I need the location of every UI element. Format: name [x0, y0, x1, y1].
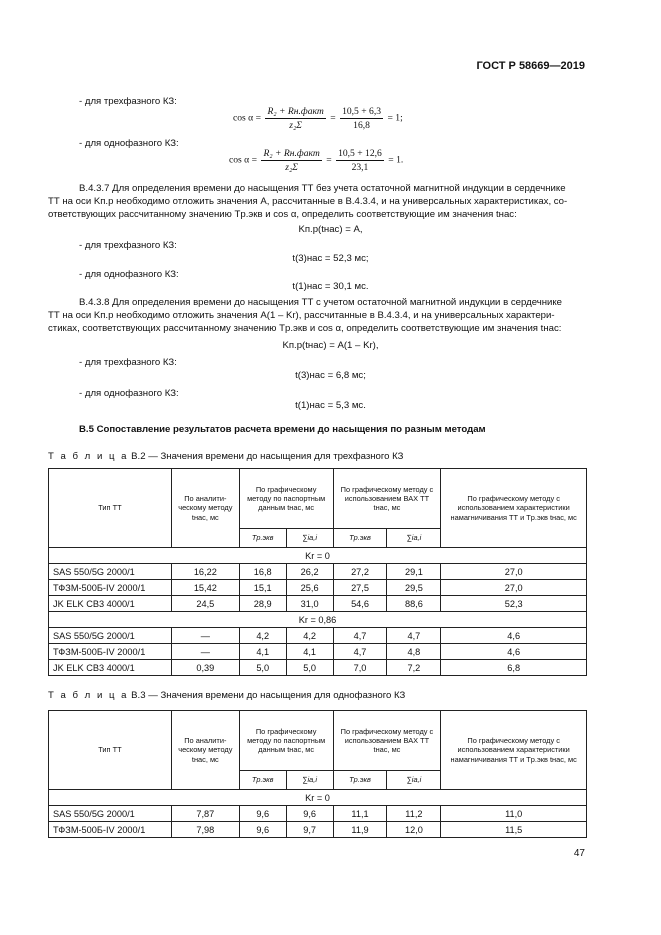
cell-value: 29,1 — [387, 564, 441, 580]
cell-value: 7,87 — [171, 806, 239, 822]
cos-formula-three-phase: cos α = $\frac{\text{R₂ + Rн.факт}}{\text{z₂Σ}}$ = $\frac{10,5 + 6,3}{16,8}$ = 1; — [233, 106, 403, 131]
fraction-den: z₂Σ — [285, 162, 299, 173]
group-label: Kr = 0 — [49, 548, 587, 564]
b437-line1: В.4.3.7 Для определения времени до насыщения ТТ без учета остаточной магнитной индукции в сердечнике — [79, 183, 566, 194]
cos-lhs: cos α = — [233, 112, 262, 124]
cell-value: 4,6 — [441, 628, 587, 644]
b438-formula: Kп.р(tнас) = A(1 – Kr), — [282, 340, 379, 351]
cell-type: SAS 550/5G 2000/1 — [49, 806, 172, 822]
header-vah: По графическому методу с использованием ВАХ ТТ tнас, мс — [333, 469, 441, 529]
header-magnetization: По графическому методу с использованием характеристики намагничивания ТТ и Tр.экв tнас, мс — [441, 711, 587, 790]
cos-lhs: cos α = — [229, 154, 258, 166]
cos-result: = 1. — [388, 154, 404, 166]
cell-value: 0,39 — [171, 660, 239, 676]
cell-value: 54,6 — [333, 596, 387, 612]
cell-value: 16,8 — [239, 564, 286, 580]
fraction-num: 10,5 + 6,3 — [342, 106, 382, 117]
cos-formula-one-phase: cos α = $\frac{\text{R₂ + Rн.факт}}{\text{z₂Σ}}$ = $\frac{10,5 + 12,6}{23,1}$ = 1. — [229, 148, 404, 173]
header-vah: По графическому методу с использованием ВАХ ТТ tнас, мс — [333, 711, 441, 771]
cell-value: 4,7 — [333, 628, 387, 644]
subheader-sum: ∑ia,i — [286, 529, 333, 548]
cell-value: 27,5 — [333, 580, 387, 596]
header-analytic: По аналити-ческому методу tнас, мс — [171, 711, 239, 790]
cell-value: 16,22 — [171, 564, 239, 580]
group-label: Kr = 0,86 — [49, 612, 587, 628]
b438-three-value: t(3)нас = 6,8 мс; — [295, 370, 366, 381]
table-row — [49, 596, 587, 612]
cell-value: 9,6 — [286, 806, 333, 822]
header-passport: По графическому методу по паспортным данным tнас, мс — [239, 711, 333, 771]
cell-value: 6,8 — [441, 660, 587, 676]
fraction-symbolic — [265, 106, 325, 131]
table-row — [49, 806, 587, 822]
cell-value: 9,6 — [239, 806, 286, 822]
b438-line2: ТТ на оси Kп.р необходимо отложить значения A(1 – Kr), рассчитанные в В.4.3.4, и на универсальных характери- — [48, 310, 555, 321]
cell-value: 24,5 — [171, 596, 239, 612]
fraction-numeric — [340, 106, 383, 131]
table-b3-caption — [48, 690, 405, 701]
cell-type: ТФЗМ-500Б-IV 2000/1 — [49, 644, 172, 660]
cell-type: ТФЗМ-500Б-IV 2000/1 — [49, 822, 172, 838]
caption-text: В.3 — Значения времени до насыщения для однофазного КЗ — [131, 690, 406, 701]
cell-value: — — [171, 644, 239, 660]
cell-value: 4,2 — [239, 628, 286, 644]
header-analytic: По аналити-ческому методу tнас, мс — [171, 469, 239, 548]
section-b5-title: В.5 Сопоставление результатов расчета времени до насыщения по разным методам — [79, 424, 486, 435]
caption-text: В.2 — Значения времени до насыщения для трехфазного КЗ — [131, 451, 404, 462]
cell-type: JK ELK CB3 4000/1 — [49, 660, 172, 676]
cell-value: 4,7 — [333, 644, 387, 660]
cell-value: — — [171, 628, 239, 644]
table-row — [49, 822, 587, 838]
b438-line3: стиках, соответствующих рассчитанному значению Tр.экв и cos α, определить соответствующие им значения tнас: — [48, 323, 562, 334]
one-phase-label: - для однофазного КЗ: — [79, 138, 179, 149]
cell-value: 88,6 — [387, 596, 441, 612]
b437-line2: ТТ на оси Kп.р необходимо отложить значения А, рассчитанные в В.4.3.4, и на универсальных характеристиках, со- — [48, 196, 568, 207]
subheader-t: Tр.экв — [333, 771, 387, 790]
cell-type: SAS 550/5G 2000/1 — [49, 564, 172, 580]
b437-three-label: - для трехфазного КЗ: — [79, 240, 177, 251]
b437-formula: Kп.р(tнас) = A, — [298, 224, 363, 235]
document-id: ГОСТ Р 58669—2019 — [476, 60, 585, 72]
b438-line1: В.4.3.8 Для определения времени до насыщения ТТ с учетом остаточной магнитной индукции в сердечнике — [79, 297, 563, 308]
cell-value: 9,7 — [286, 822, 333, 838]
header-type: Тип ТТ — [49, 469, 172, 548]
cell-value: 11,0 — [441, 806, 587, 822]
page-number: 47 — [573, 848, 585, 859]
fraction-num: R₂ + Rн.факт — [267, 106, 324, 117]
cell-value: 28,9 — [239, 596, 286, 612]
b437-three-value: t(3)нас = 52,3 мс; — [292, 253, 369, 264]
cell-value: 27,2 — [333, 564, 387, 580]
cell-value: 31,0 — [286, 596, 333, 612]
table-row — [49, 628, 587, 644]
header-magnetization: По графическому методу с использованием характеристики намагничивания ТТ и Tр.экв tнас, мс — [441, 469, 587, 548]
cell-value: 4,1 — [286, 644, 333, 660]
cell-type: JK ELK CB3 4000/1 — [49, 596, 172, 612]
cell-value: 9,6 — [239, 822, 286, 838]
cell-value: 27,0 — [441, 580, 587, 596]
cell-value: 29,5 — [387, 580, 441, 596]
cell-value: 4,7 — [387, 628, 441, 644]
fraction-num: 10,5 + 12,6 — [338, 148, 382, 159]
b438-one-value: t(1)нас = 5,3 мс. — [295, 400, 366, 411]
caption-prefix: Т а б л и ц а — [48, 451, 129, 462]
cell-value: 5,0 — [239, 660, 286, 676]
cell-value: 4,2 — [286, 628, 333, 644]
fraction-den: z₂Σ — [289, 120, 303, 131]
cell-value: 7,98 — [171, 822, 239, 838]
cell-value: 7,2 — [387, 660, 441, 676]
table-b2 — [48, 468, 587, 676]
group-label: Kr = 0 — [49, 790, 587, 806]
cos-result: = 1; — [387, 112, 403, 124]
caption-prefix: Т а б л и ц а — [48, 690, 129, 701]
fraction-symbolic — [261, 148, 321, 173]
b437-one-value: t(1)нас = 30,1 мс. — [292, 281, 369, 292]
b438-three-label: - для трехфазного КЗ: — [79, 357, 177, 368]
b437-line3: ответствующих рассчитанному значению Tр.экв и cos α, определить соответствующие им значения tнас: — [48, 209, 517, 220]
table-row — [49, 660, 587, 676]
cell-type: SAS 550/5G 2000/1 — [49, 628, 172, 644]
table-row — [49, 644, 587, 660]
subheader-sum: ∑ia,i — [286, 771, 333, 790]
cell-value: 11,1 — [333, 806, 387, 822]
fraction-den: 23,1 — [351, 162, 369, 173]
cell-value: 4,6 — [441, 644, 587, 660]
subheader-t: Tр.экв — [239, 529, 286, 548]
b437-one-label: - для однофазного КЗ: — [79, 269, 179, 280]
cell-value: 12,0 — [387, 822, 441, 838]
subheader-t: Tр.экв — [239, 771, 286, 790]
cell-value: 11,2 — [387, 806, 441, 822]
subheader-sum: ∑ia,i — [387, 771, 441, 790]
fraction-den: 16,8 — [353, 120, 370, 131]
cell-value: 15,42 — [171, 580, 239, 596]
table-row — [49, 564, 587, 580]
cell-value: 25,6 — [286, 580, 333, 596]
cell-value: 52,3 — [441, 596, 587, 612]
fraction-numeric — [336, 148, 384, 173]
cell-value: 4,1 — [239, 644, 286, 660]
table-b2-caption — [48, 451, 403, 462]
header-type: Тип ТТ — [49, 711, 172, 790]
cell-value: 7,0 — [333, 660, 387, 676]
three-phase-label: - для трехфазного КЗ: — [79, 96, 177, 107]
subheader-t: Tр.экв — [333, 529, 387, 548]
header-passport: По графическому методу по паспортным данным tнас, мс — [239, 469, 333, 529]
cell-value: 27,0 — [441, 564, 587, 580]
subheader-sum: ∑ia,i — [387, 529, 441, 548]
cell-value: 5,0 — [286, 660, 333, 676]
cell-type: ТФЗМ-500Б-IV 2000/1 — [49, 580, 172, 596]
cell-value: 26,2 — [286, 564, 333, 580]
fraction-num: R₂ + Rн.факт — [263, 148, 320, 159]
b438-one-label: - для однофазного КЗ: — [79, 388, 179, 399]
cell-value: 11,5 — [441, 822, 587, 838]
cell-value: 11,9 — [333, 822, 387, 838]
cell-value: 15,1 — [239, 580, 286, 596]
table-row — [49, 580, 587, 596]
table-b3 — [48, 710, 587, 838]
cell-value: 4,8 — [387, 644, 441, 660]
